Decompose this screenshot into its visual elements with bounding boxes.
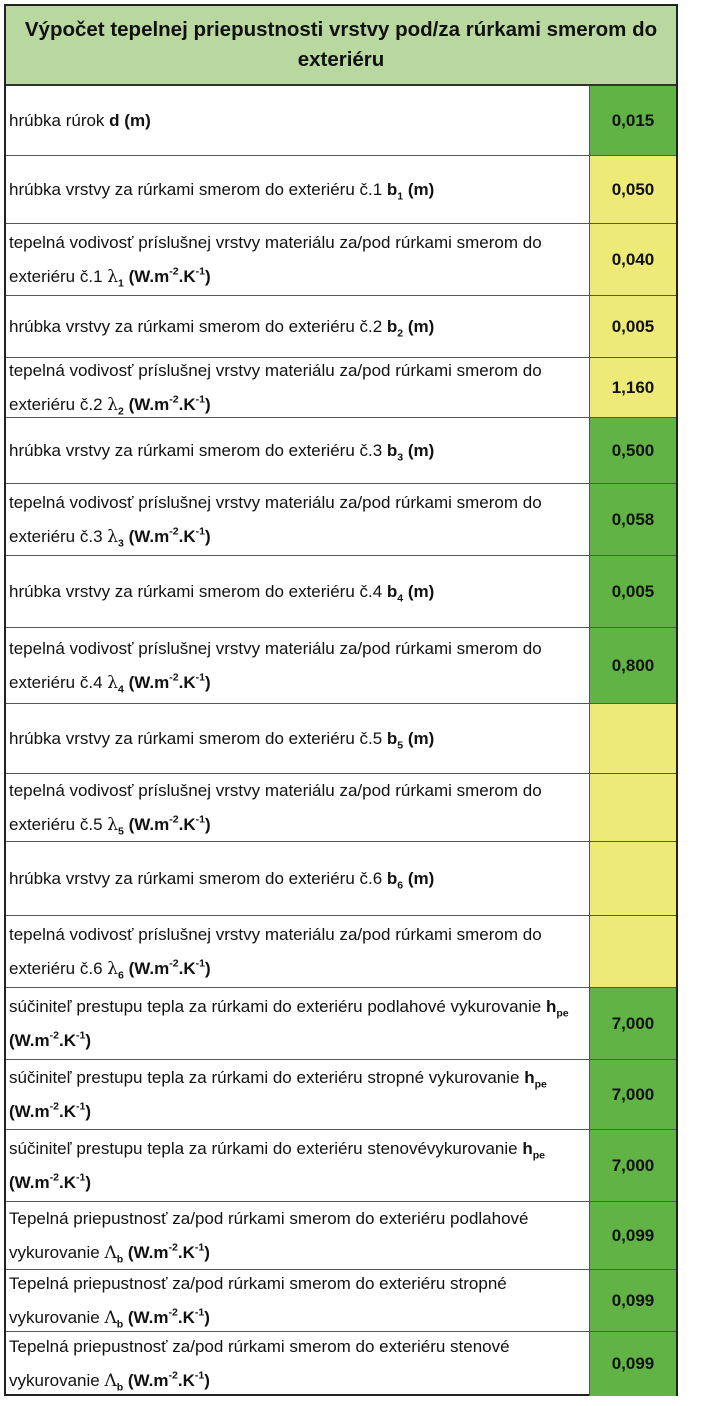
label-text bbox=[9, 862, 434, 896]
label-description: tepelná vodivosť príslušnej vrstvy materiálu za/pod rúrkami smerom do exteriéru č.4 bbox=[9, 638, 542, 692]
unit: (W.m bbox=[9, 1101, 50, 1121]
unit: .K bbox=[58, 1172, 76, 1192]
unit: (W.m bbox=[127, 1371, 169, 1390]
row-label bbox=[6, 224, 590, 295]
label-text bbox=[9, 632, 587, 700]
quantity-subscript: 6 bbox=[397, 879, 404, 892]
unit: .K bbox=[58, 1101, 76, 1121]
quantity-subscript: pe bbox=[532, 1149, 546, 1162]
row-value: 1,160 bbox=[590, 358, 676, 417]
label-text bbox=[9, 774, 587, 842]
label-description: súčiniteľ prestupu tepla za rúrkami do exteriéru stenovévykurovanie bbox=[9, 1138, 523, 1158]
table-row bbox=[6, 156, 676, 224]
quantity-subscript: 4 bbox=[397, 592, 404, 605]
row-value: 0,015 bbox=[590, 86, 676, 155]
row-label bbox=[6, 628, 590, 703]
row-value: 0,050 bbox=[590, 156, 676, 223]
unit-exponent: -2 bbox=[169, 813, 179, 826]
table-row bbox=[6, 916, 676, 988]
unit: ) bbox=[85, 1030, 92, 1050]
unit-exponent: -1 bbox=[75, 1029, 86, 1042]
row-label bbox=[6, 296, 590, 357]
row-value: 0,099 bbox=[590, 1202, 676, 1269]
row-value: 0,099 bbox=[590, 1332, 676, 1396]
label-description: hrúbka vrstvy za rúrkami smerom do exteriéru č.5 bbox=[9, 728, 387, 748]
row-label bbox=[6, 1060, 590, 1129]
label-text bbox=[9, 1061, 587, 1129]
label-description: Tepelná priepustnosť za/pod rúrkami smerom do exteriéru stropné vykurovanie bbox=[9, 1273, 507, 1327]
row-value: 0,005 bbox=[590, 556, 676, 627]
label-description: hrúbka vrstvy za rúrkami smerom do exteriéru č.2 bbox=[9, 316, 387, 336]
table-row bbox=[6, 842, 676, 916]
quantity-symbol: b bbox=[386, 440, 398, 460]
quantity-subscript: 1 bbox=[397, 190, 404, 203]
unit: (m) bbox=[407, 868, 435, 888]
label-description: tepelná vodivosť príslušnej vrstvy materiálu za/pod rúrkami smerom do exteriéru č.5 bbox=[9, 780, 542, 834]
unit-exponent: -1 bbox=[195, 393, 205, 406]
unit-exponent: -1 bbox=[75, 1100, 86, 1113]
label-text bbox=[9, 226, 587, 294]
quantity-symbol: λ bbox=[107, 266, 119, 287]
row-label bbox=[6, 774, 590, 841]
table-row bbox=[6, 1332, 676, 1396]
unit: .K bbox=[178, 672, 196, 692]
unit-exponent: -1 bbox=[195, 957, 205, 970]
unit-exponent: -2 bbox=[168, 1241, 178, 1254]
table-row bbox=[6, 358, 676, 418]
row-label bbox=[6, 916, 590, 987]
row-label bbox=[6, 988, 590, 1059]
quantity-symbol: λ bbox=[107, 672, 119, 693]
quantity-subscript: b bbox=[116, 1253, 124, 1266]
unit-exponent: -2 bbox=[169, 525, 179, 538]
label-description: hrúbka vrstvy za rúrkami smerom do exteriéru č.3 bbox=[9, 440, 387, 460]
table-row bbox=[6, 1202, 676, 1270]
table-row bbox=[6, 86, 676, 156]
row-label bbox=[6, 418, 590, 483]
table-row bbox=[6, 484, 676, 556]
unit: .K bbox=[178, 394, 196, 414]
unit: ) bbox=[204, 1371, 210, 1390]
row-label bbox=[6, 556, 590, 627]
unit-exponent: -2 bbox=[169, 671, 179, 684]
unit-exponent: -2 bbox=[49, 1100, 59, 1113]
quantity-symbol: λ bbox=[107, 394, 119, 415]
table-row bbox=[6, 1270, 676, 1332]
row-value: 0,005 bbox=[590, 296, 676, 357]
label-description: súčiniteľ prestupu tepla za rúrkami do exteriéru stropné vykurovanie bbox=[9, 1067, 525, 1087]
unit-exponent: -2 bbox=[169, 265, 179, 278]
label-description: tepelná vodivosť príslušnej vrstvy materiálu za/pod rúrkami smerom do exteriéru č.6 bbox=[9, 924, 542, 978]
row-label bbox=[6, 86, 590, 155]
unit-exponent: -2 bbox=[49, 1171, 59, 1184]
unit: .K bbox=[178, 814, 196, 834]
unit: (m) bbox=[407, 728, 435, 748]
quantity-subscript: pe bbox=[556, 1007, 569, 1020]
label-description: tepelná vodivosť príslušnej vrstvy materiálu za/pod rúrkami smerom do exteriéru č.2 bbox=[9, 360, 542, 414]
unit: .K bbox=[178, 526, 196, 546]
label-description: hrúbka vrstvy za rúrkami smerom do exteriéru č.4 bbox=[9, 581, 387, 601]
unit: .K bbox=[177, 1371, 195, 1390]
unit: ) bbox=[205, 672, 211, 692]
table-row bbox=[6, 1130, 676, 1202]
quantity-subscript: b bbox=[116, 1318, 124, 1331]
row-value bbox=[590, 774, 676, 841]
row-label bbox=[6, 1130, 590, 1201]
quantity-subscript: 5 bbox=[118, 825, 124, 838]
table-row bbox=[6, 296, 676, 358]
unit: .K bbox=[177, 1307, 195, 1327]
row-value bbox=[590, 916, 676, 987]
unit: (W.m bbox=[127, 1242, 169, 1262]
unit-exponent: -2 bbox=[169, 393, 179, 406]
label-description: hrúbka rúrok bbox=[9, 110, 110, 130]
unit: ) bbox=[204, 1307, 210, 1327]
table-row bbox=[6, 1060, 676, 1130]
label-text bbox=[9, 310, 434, 344]
unit: ) bbox=[205, 266, 211, 286]
quantity-subscript: 3 bbox=[118, 537, 124, 550]
label-text bbox=[9, 990, 587, 1058]
label-text bbox=[9, 1330, 587, 1398]
unit-exponent: -1 bbox=[195, 525, 205, 538]
unit: (W.m bbox=[9, 1172, 50, 1192]
unit: .K bbox=[177, 1242, 195, 1262]
row-label bbox=[6, 704, 590, 773]
unit: ) bbox=[205, 526, 211, 546]
table-row bbox=[6, 704, 676, 774]
unit: (W.m bbox=[128, 394, 170, 414]
unit: (W.m bbox=[128, 266, 170, 286]
table-title: Výpočet tepelnej priepustnosti vrstvy pod/za rúrkami smerom do exteriéru bbox=[6, 6, 676, 86]
label-description: súčiniteľ prestupu tepla za rúrkami do exteriéru podlahové vykurovanie bbox=[9, 996, 546, 1016]
label-text bbox=[9, 575, 434, 609]
table-row bbox=[6, 418, 676, 484]
row-value: 0,040 bbox=[590, 224, 676, 295]
unit-exponent: -1 bbox=[75, 1171, 86, 1184]
unit: ) bbox=[85, 1172, 92, 1192]
quantity-symbol: Λ bbox=[104, 1371, 117, 1391]
label-description: Tepelná priepustnosť za/pod rúrkami smerom do exteriéru podlahové vykurovanie bbox=[9, 1208, 529, 1262]
row-value: 0,058 bbox=[590, 484, 676, 555]
quantity-symbol: λ bbox=[107, 814, 119, 835]
quantity-symbol: b bbox=[386, 581, 398, 601]
quantity-symbol: Λ bbox=[104, 1242, 117, 1263]
row-value: 7,000 bbox=[590, 1060, 676, 1129]
quantity-symbol: h bbox=[522, 1138, 533, 1158]
quantity-subscript: 2 bbox=[118, 405, 124, 418]
label-text bbox=[9, 918, 587, 986]
unit-exponent: -2 bbox=[49, 1029, 59, 1042]
unit: .K bbox=[58, 1030, 76, 1050]
row-value: 0,800 bbox=[590, 628, 676, 703]
quantity-symbol: λ bbox=[107, 958, 119, 979]
quantity-subscript: 3 bbox=[397, 451, 404, 464]
label-text bbox=[9, 722, 434, 756]
unit: .K bbox=[178, 266, 196, 286]
unit-exponent: -1 bbox=[195, 671, 205, 684]
row-label bbox=[6, 842, 590, 915]
row-value bbox=[590, 842, 676, 915]
label-description: hrúbka vrstvy za rúrkami smerom do exteriéru č.6 bbox=[9, 868, 387, 888]
unit: (W.m bbox=[128, 814, 170, 834]
quantity-symbol: b bbox=[386, 179, 398, 199]
label-description: tepelná vodivosť príslušnej vrstvy materiálu za/pod rúrkami smerom do exteriéru č.1 bbox=[9, 232, 542, 286]
unit-exponent: -2 bbox=[168, 1369, 178, 1382]
unit: (m) bbox=[407, 581, 435, 601]
row-value: 7,000 bbox=[590, 1130, 676, 1201]
quantity-subscript: 6 bbox=[118, 969, 124, 982]
unit-exponent: -1 bbox=[194, 1306, 205, 1319]
unit: (W.m bbox=[128, 958, 170, 978]
label-description: tepelná vodivosť príslušnej vrstvy materiálu za/pod rúrkami smerom do exteriéru č.3 bbox=[9, 492, 542, 546]
unit: (W.m bbox=[9, 1030, 50, 1050]
quantity-subscript: pe bbox=[534, 1078, 547, 1091]
row-label bbox=[6, 1202, 590, 1269]
quantity-subscript: 2 bbox=[397, 327, 404, 340]
quantity-symbol: d bbox=[109, 110, 120, 130]
quantity-subscript: 4 bbox=[118, 683, 124, 696]
row-value: 7,000 bbox=[590, 988, 676, 1059]
unit: .K bbox=[178, 958, 196, 978]
unit: (m) bbox=[407, 316, 435, 336]
row-label bbox=[6, 156, 590, 223]
unit-exponent: -1 bbox=[195, 265, 205, 278]
quantity-symbol: b bbox=[386, 868, 398, 888]
quantity-symbol: h bbox=[545, 996, 557, 1016]
unit: (m) bbox=[407, 440, 435, 460]
quantity-symbol: λ bbox=[107, 526, 119, 547]
quantity-symbol: h bbox=[524, 1067, 535, 1087]
quantity-subscript: b bbox=[116, 1381, 124, 1394]
label-text bbox=[9, 486, 587, 554]
label-text bbox=[9, 434, 434, 468]
quantity-subscript: 1 bbox=[118, 277, 124, 290]
row-value: 0,500 bbox=[590, 418, 676, 483]
label-text bbox=[9, 1267, 587, 1335]
label-text bbox=[9, 173, 434, 207]
table-row bbox=[6, 628, 676, 704]
unit-exponent: -2 bbox=[168, 1306, 178, 1319]
label-text bbox=[9, 1132, 587, 1200]
table-row bbox=[6, 774, 676, 842]
unit: ) bbox=[205, 394, 211, 414]
row-value bbox=[590, 704, 676, 773]
quantity-symbol: b bbox=[386, 316, 398, 336]
label-text bbox=[9, 104, 151, 138]
unit: (W.m bbox=[127, 1307, 169, 1327]
table-row bbox=[6, 988, 676, 1060]
unit: ) bbox=[205, 814, 211, 834]
unit: (m) bbox=[124, 110, 151, 130]
unit: (W.m bbox=[128, 672, 170, 692]
calculation-table bbox=[4, 4, 678, 1396]
unit: (m) bbox=[407, 179, 435, 199]
row-value: 0,099 bbox=[590, 1270, 676, 1331]
unit: (W.m bbox=[128, 526, 170, 546]
row-label bbox=[6, 484, 590, 555]
table-row bbox=[6, 224, 676, 296]
label-text bbox=[9, 1202, 587, 1270]
quantity-symbol: Λ bbox=[104, 1307, 117, 1328]
unit-exponent: -1 bbox=[195, 813, 205, 826]
unit-exponent: -2 bbox=[169, 957, 179, 970]
unit: ) bbox=[204, 1242, 210, 1262]
row-label bbox=[6, 1270, 590, 1331]
unit: ) bbox=[85, 1101, 92, 1121]
unit-exponent: -1 bbox=[194, 1369, 205, 1382]
row-label bbox=[6, 1332, 590, 1396]
unit: ) bbox=[205, 958, 211, 978]
label-text bbox=[9, 354, 587, 422]
row-label bbox=[6, 358, 590, 417]
unit-exponent: -1 bbox=[194, 1241, 205, 1254]
label-description: hrúbka vrstvy za rúrkami smerom do exteriéru č.1 bbox=[9, 179, 387, 199]
label-description: Tepelná priepustnosť za/pod rúrkami smerom do exteriéru stenové vykurovanie bbox=[9, 1337, 510, 1390]
table-row bbox=[6, 556, 676, 628]
quantity-symbol: b bbox=[386, 728, 398, 748]
quantity-subscript: 5 bbox=[397, 739, 404, 752]
